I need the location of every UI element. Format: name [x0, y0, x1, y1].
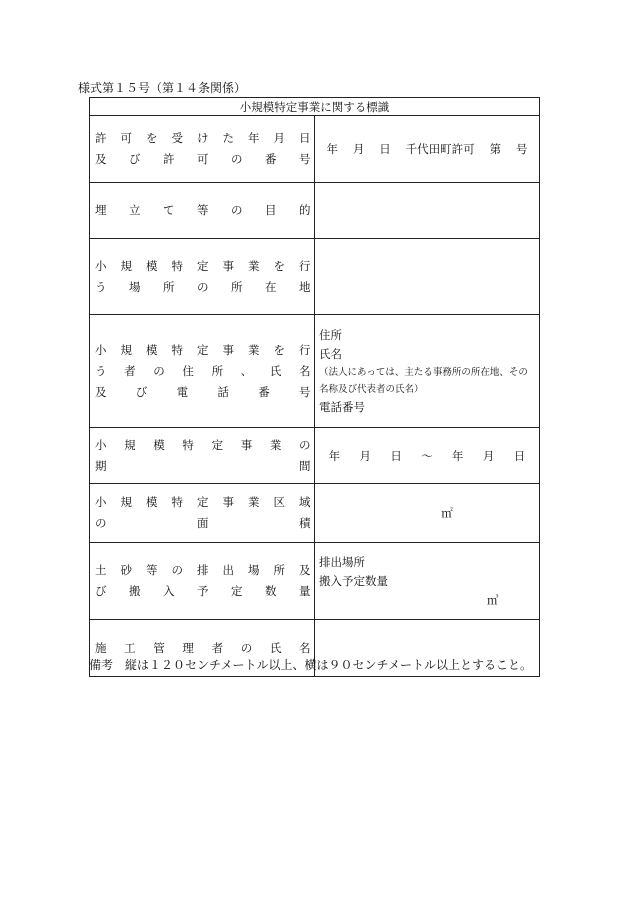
operator-label-line1: 小規模特定事業を行 — [95, 342, 311, 357]
area-label-line2: の 面 積 — [95, 516, 311, 530]
permit-year: 年 — [326, 142, 338, 156]
area-row — [90, 484, 540, 543]
permit-value[interactable] — [315, 116, 540, 183]
purpose-value[interactable] — [315, 183, 540, 239]
location-value[interactable] — [315, 239, 540, 315]
location-row — [90, 239, 540, 315]
period-month2: 月 — [482, 448, 495, 463]
soil-label — [90, 543, 315, 620]
operator-name: 氏名 — [319, 346, 342, 361]
operator-label-line3: 及び電話番号 — [95, 384, 311, 399]
operator-phone: 電話番号 — [319, 399, 365, 414]
permit-month: 月 — [352, 142, 365, 156]
permit-label — [90, 116, 315, 183]
permit-label-line1: 許可を受けた年月日 — [95, 131, 311, 145]
period-tilde: ～ — [421, 448, 433, 463]
operator-label-line2: う者の住所、氏名 — [95, 363, 311, 378]
soil-planned: 搬入予定数量 — [319, 573, 388, 588]
period-label — [90, 428, 315, 484]
area-unit: ㎡ — [441, 506, 453, 520]
permit-authority: 千代田町許可 — [405, 142, 475, 156]
manager-label-line1: 施工管理者の氏名 — [95, 640, 311, 655]
period-label-line1: 小規模特定事業の — [95, 437, 311, 452]
area-value[interactable] — [315, 484, 540, 543]
purpose-label-line1: 埋立て等の目的 — [95, 203, 311, 217]
location-label-line1: 小規模特定事業を行 — [95, 258, 311, 273]
operator-row — [90, 315, 540, 428]
sign-table — [89, 97, 540, 677]
period-value[interactable] — [315, 428, 540, 484]
operator-label — [90, 315, 315, 428]
operator-note: （法人にあっては、主たる事務所の所在地、その名称及び代表者の氏名） — [319, 366, 528, 395]
location-label — [90, 239, 315, 315]
remark-text: 縦は１２０センチメートル以上、横は９０センチメートル以上とすること。 — [125, 658, 533, 672]
soil-planned-line — [319, 572, 535, 610]
table-title: 小規模特定事業に関する標識 — [90, 98, 540, 116]
remark — [89, 656, 532, 673]
permit-label-line2: 及び許可の番号 — [95, 152, 311, 166]
purpose-row — [90, 183, 540, 239]
area-label — [90, 484, 315, 543]
operator-value[interactable] — [315, 315, 540, 428]
period-month1: 月 — [359, 448, 372, 463]
permit-dai: 第 — [489, 142, 502, 156]
form-number-label: 様式第１５号（第１４条関係） — [78, 81, 247, 95]
period-row — [90, 428, 540, 484]
operator-address: 住所 — [319, 327, 342, 342]
soil-label-line1: 土砂等の排出場所及 — [95, 563, 311, 577]
soil-label-line2: び搬入予定数量 — [95, 584, 311, 598]
remark-head: 備考 — [89, 658, 114, 672]
period-day1: 日 — [390, 448, 402, 463]
permit-row — [90, 116, 540, 183]
permit-go: 号 — [515, 142, 528, 156]
area-label-line1: 小規模特定事業区域 — [95, 495, 311, 509]
permit-day: 日 — [379, 142, 391, 156]
period-year2: 年 — [452, 448, 464, 463]
period-day2: 日 — [513, 448, 526, 463]
period-year1: 年 — [328, 448, 341, 463]
soil-value[interactable] — [315, 543, 540, 620]
soil-discharge: 排出場所 — [319, 554, 365, 569]
period-label-line2: 期 間 — [95, 458, 311, 473]
purpose-label — [90, 183, 315, 239]
location-label-line2: う場所の所在地 — [95, 279, 311, 294]
soil-unit: ㎥ — [487, 592, 499, 607]
soil-row — [90, 543, 540, 620]
title-row — [90, 98, 540, 116]
